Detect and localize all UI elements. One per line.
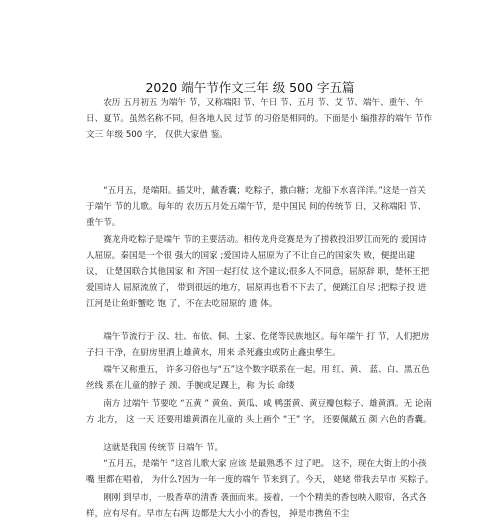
paragraph-dragon-boat: 赛龙舟吃粽子是端午 节的主要活动。相传龙舟竞赛是为了捞救投汨罗江而死的 爱国诗 人屈原。秦国是一个很 强大的国家 ;爱国诗人屈原为了不让自己的国家失 败，便提出建 议， 让楚国联合其他国家 和 齐国一起打仗 这个建议;很多人不同意，屈原辞 职，楚怀王把 爱国诗人 屈原流放了， 带到很远的地方，屈原再也看不下去了，便跳江自尽 ;把粽子投 进江河是让鱼虾蟹吃 饱 了，不在去吃屈原的 遗 体。 — [86, 235, 430, 309]
paragraph-south: 南方 过端午 节要吃 “五黄 ” 黄鱼、黄瓜、咸 鸭蛋黄、黄豆瓣包粽子、雄黄酒。无 论南方 北方， 这 一天 还要用雄黄酒在儿童的 头上画个 “王” 字， 还要佩戴五 颜 六色的香囊。 — [86, 399, 432, 425]
page-title: 2020 端午节作文三年 级 500 字五篇 — [145, 80, 355, 95]
paragraph-market: 刚刚 到早市，一股香草的清香 袭面而来。接着，一个个精美的香包映入眼帘，各式各 样，应有尽有。早市左右两 边都是大大小小的香包， 掉是市携鱼不尘 — [86, 493, 427, 519]
paragraph-song-2: “五月五，是端午 ”这首儿歌大家 应该 是最熟悉不 过了吧。 这不，现在大街上的小孩嘴 里都在唱着， 为什么?因为一年一度的端午 节来到了。今天， 姥姥 带我去早市 买粽子。 — [86, 459, 434, 485]
paragraph-intro: 农历 五月初五 为端午 节，又称端阳 节、午日 节、五月 节、艾 节、端午、重午、午日、夏节。虽然名称不同，但各地人民 过节 的习俗是相同的。下面是小 编推荐的端午 节作文三 年级 500 字， 仅供大家借 鉴。 — [86, 98, 433, 140]
paragraph-five-colors: 端午又称重五， 许多习俗也与“五”这个数字联系在一起。用 红、黄、 蓝、白、黑五色 丝线 系在儿童的脖子 颈、手腕或足踝上，称 为长 命缕 — [86, 365, 430, 391]
paragraph-song: “五月五，是端阳。插艾叶，戴香囊；吃粽子，撒白糖；龙船下水喜洋洋。”这是一首关于端午 节的儿歌。每年的 农历五月处五端午节，是中国民 间的传统节 日，又称端阳 节、重午节。 — [86, 186, 427, 228]
paragraph-customs: 端午节流行于 汉、壮、布依、侗、土家、仡佬等民族地区。每年端午 打 节，人们把房子扫 干净，在厨房里洒上雄黄水，用来 杀死鑫虫或防止鑫虫孳生。 — [86, 332, 430, 358]
paragraph-tradition: 这就是我国 传统节 日端午 节。 — [103, 443, 224, 453]
